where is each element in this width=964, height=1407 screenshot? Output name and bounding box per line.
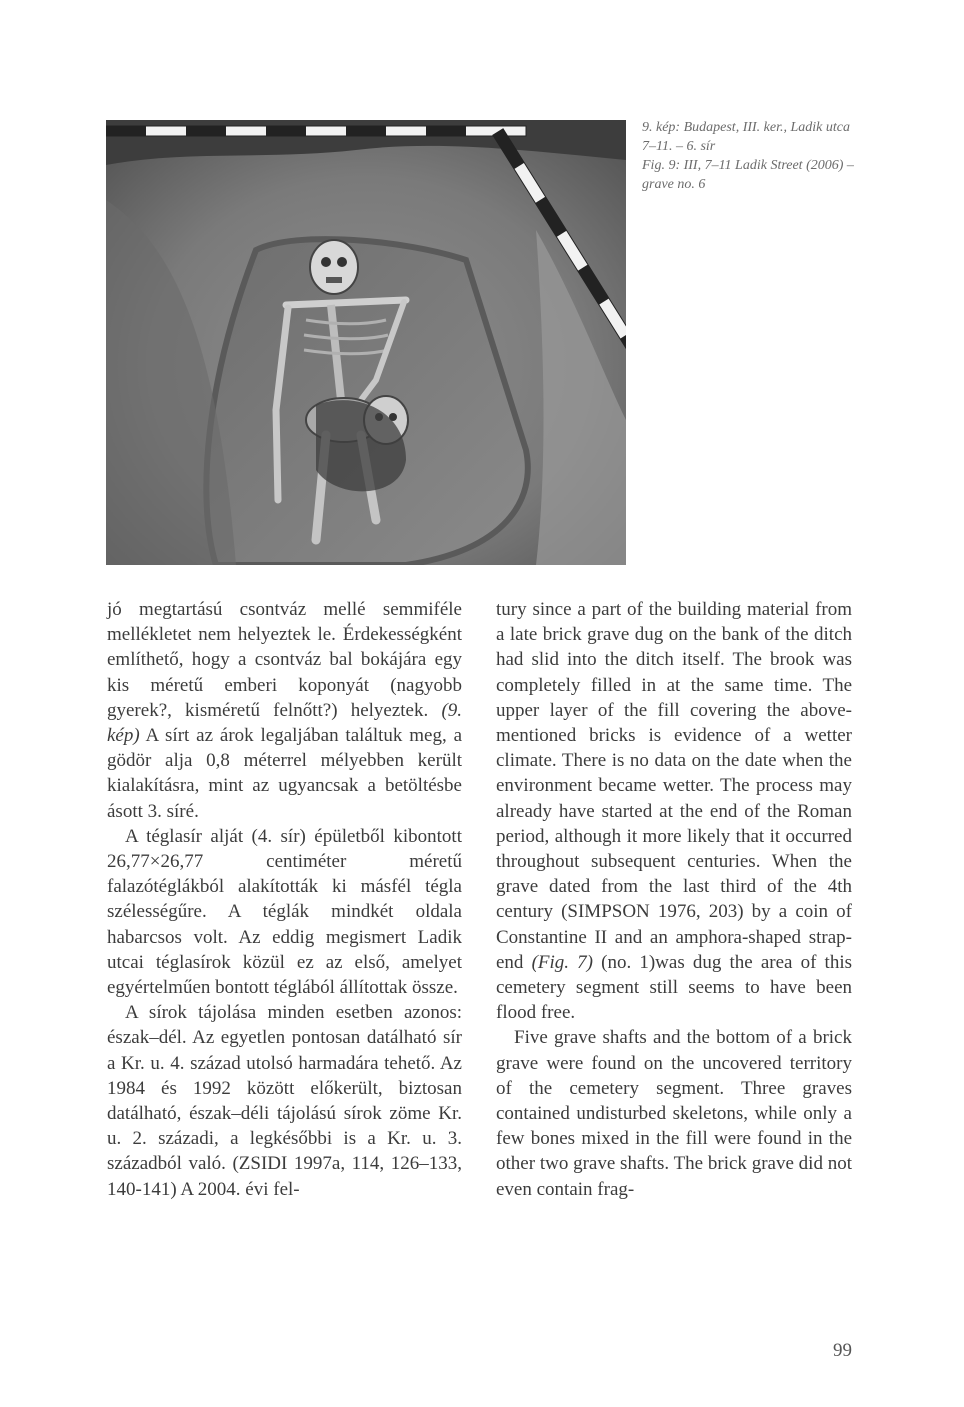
page-number: 99 [833,1340,852,1361]
grave-photograph [106,120,626,565]
left-column [107,597,462,1202]
figure-reference: (9. kép) [107,699,463,747]
left-paragraph-2: A téglasír alját (4. sír) épületből kibontott 26,77×26,77 centiméter méretű falazótéglákból alakították ki másfél tégla szélességűre. A téglák mindkét oldala habarcsos volt. Az eddig megismert Ladik utcai téglasírok közül ez az első, amelyet egyértelműen bontott téglából állítottak össze. [107,825,462,999]
caption-hungarian: 9. kép: Budapest, III. ker., Ladik utca 7–11. – 6. sír [642,120,850,154]
photo-illustration [106,120,626,565]
measuring-rod-horizontal [106,126,526,136]
caption-english: Fig. 9: III, 7–11 Ladik Street (2006) – grave no. 6 [642,158,854,192]
figure-reference: (Fig. 7) [531,951,593,973]
left-paragraph-1: jó megtartású csontváz mellé semmiféle mellékletet nem helyeztek le. Érdekességként említhető, hogy a csontváz bal bokájára egy kis méretű emberi koponyát (nagyobb gyerek?, kisméretű felnőtt?) helyeztek. (9. kép) A sírt az árok legaljában találtuk meg, a gödör alja 0,8 méterrel mélyebben került kialakításra, mint az ugyancsak a betöltésbe ásott 3. síré. [107,599,463,822]
left-paragraph-3: A sírok tájolása minden esetben azonos: észak–dél. Az egyetlen pontosan datálható sír a Kr. u. 4. század utolsó harmadára tehető. Az 1984 és 1992 között előkerült, biztosan datálható, észak–déli tájolású sírok zöme Kr. u. 2. századi, a legkésőbbi is a Kr. u. 3. századból való. (ZSIDI 1997a, 114, 126–133, 140-141) A 2004. évi fel- [107,1002,462,1200]
right-paragraph-1: tury since a part of the building material from a late brick grave dug on the bank of the ditch had slid into the ditch itself. The brook was completely filled in at the same time. The upper layer of the fill covering the above-mentioned bricks is evidence of a wetter climate. There is no data on the date when the environment became wetter. The process may already have started at the end of the Roman period, although it more likely that it occurred throughout subsequent centuries. When the grave dated from the last third of the 4th century (SIMPSON 1976, 203) by a coin of Constantine II and an amphora-shaped strap-end (Fig. 7) (no. 1)was dug the area of this cemetery segment still seems to have been flood free. [496,599,853,1024]
right-paragraph-2: Five grave shafts and the bottom of a brick grave were found on the uncovered territory of the cemetery segment. Three graves contained undisturbed skeletons, while only a few bones mixed in the fill were found in the other two grave shafts. The brick grave did not even contain frag- [496,1027,852,1200]
right-column [496,597,852,1202]
figure-caption [642,118,857,194]
